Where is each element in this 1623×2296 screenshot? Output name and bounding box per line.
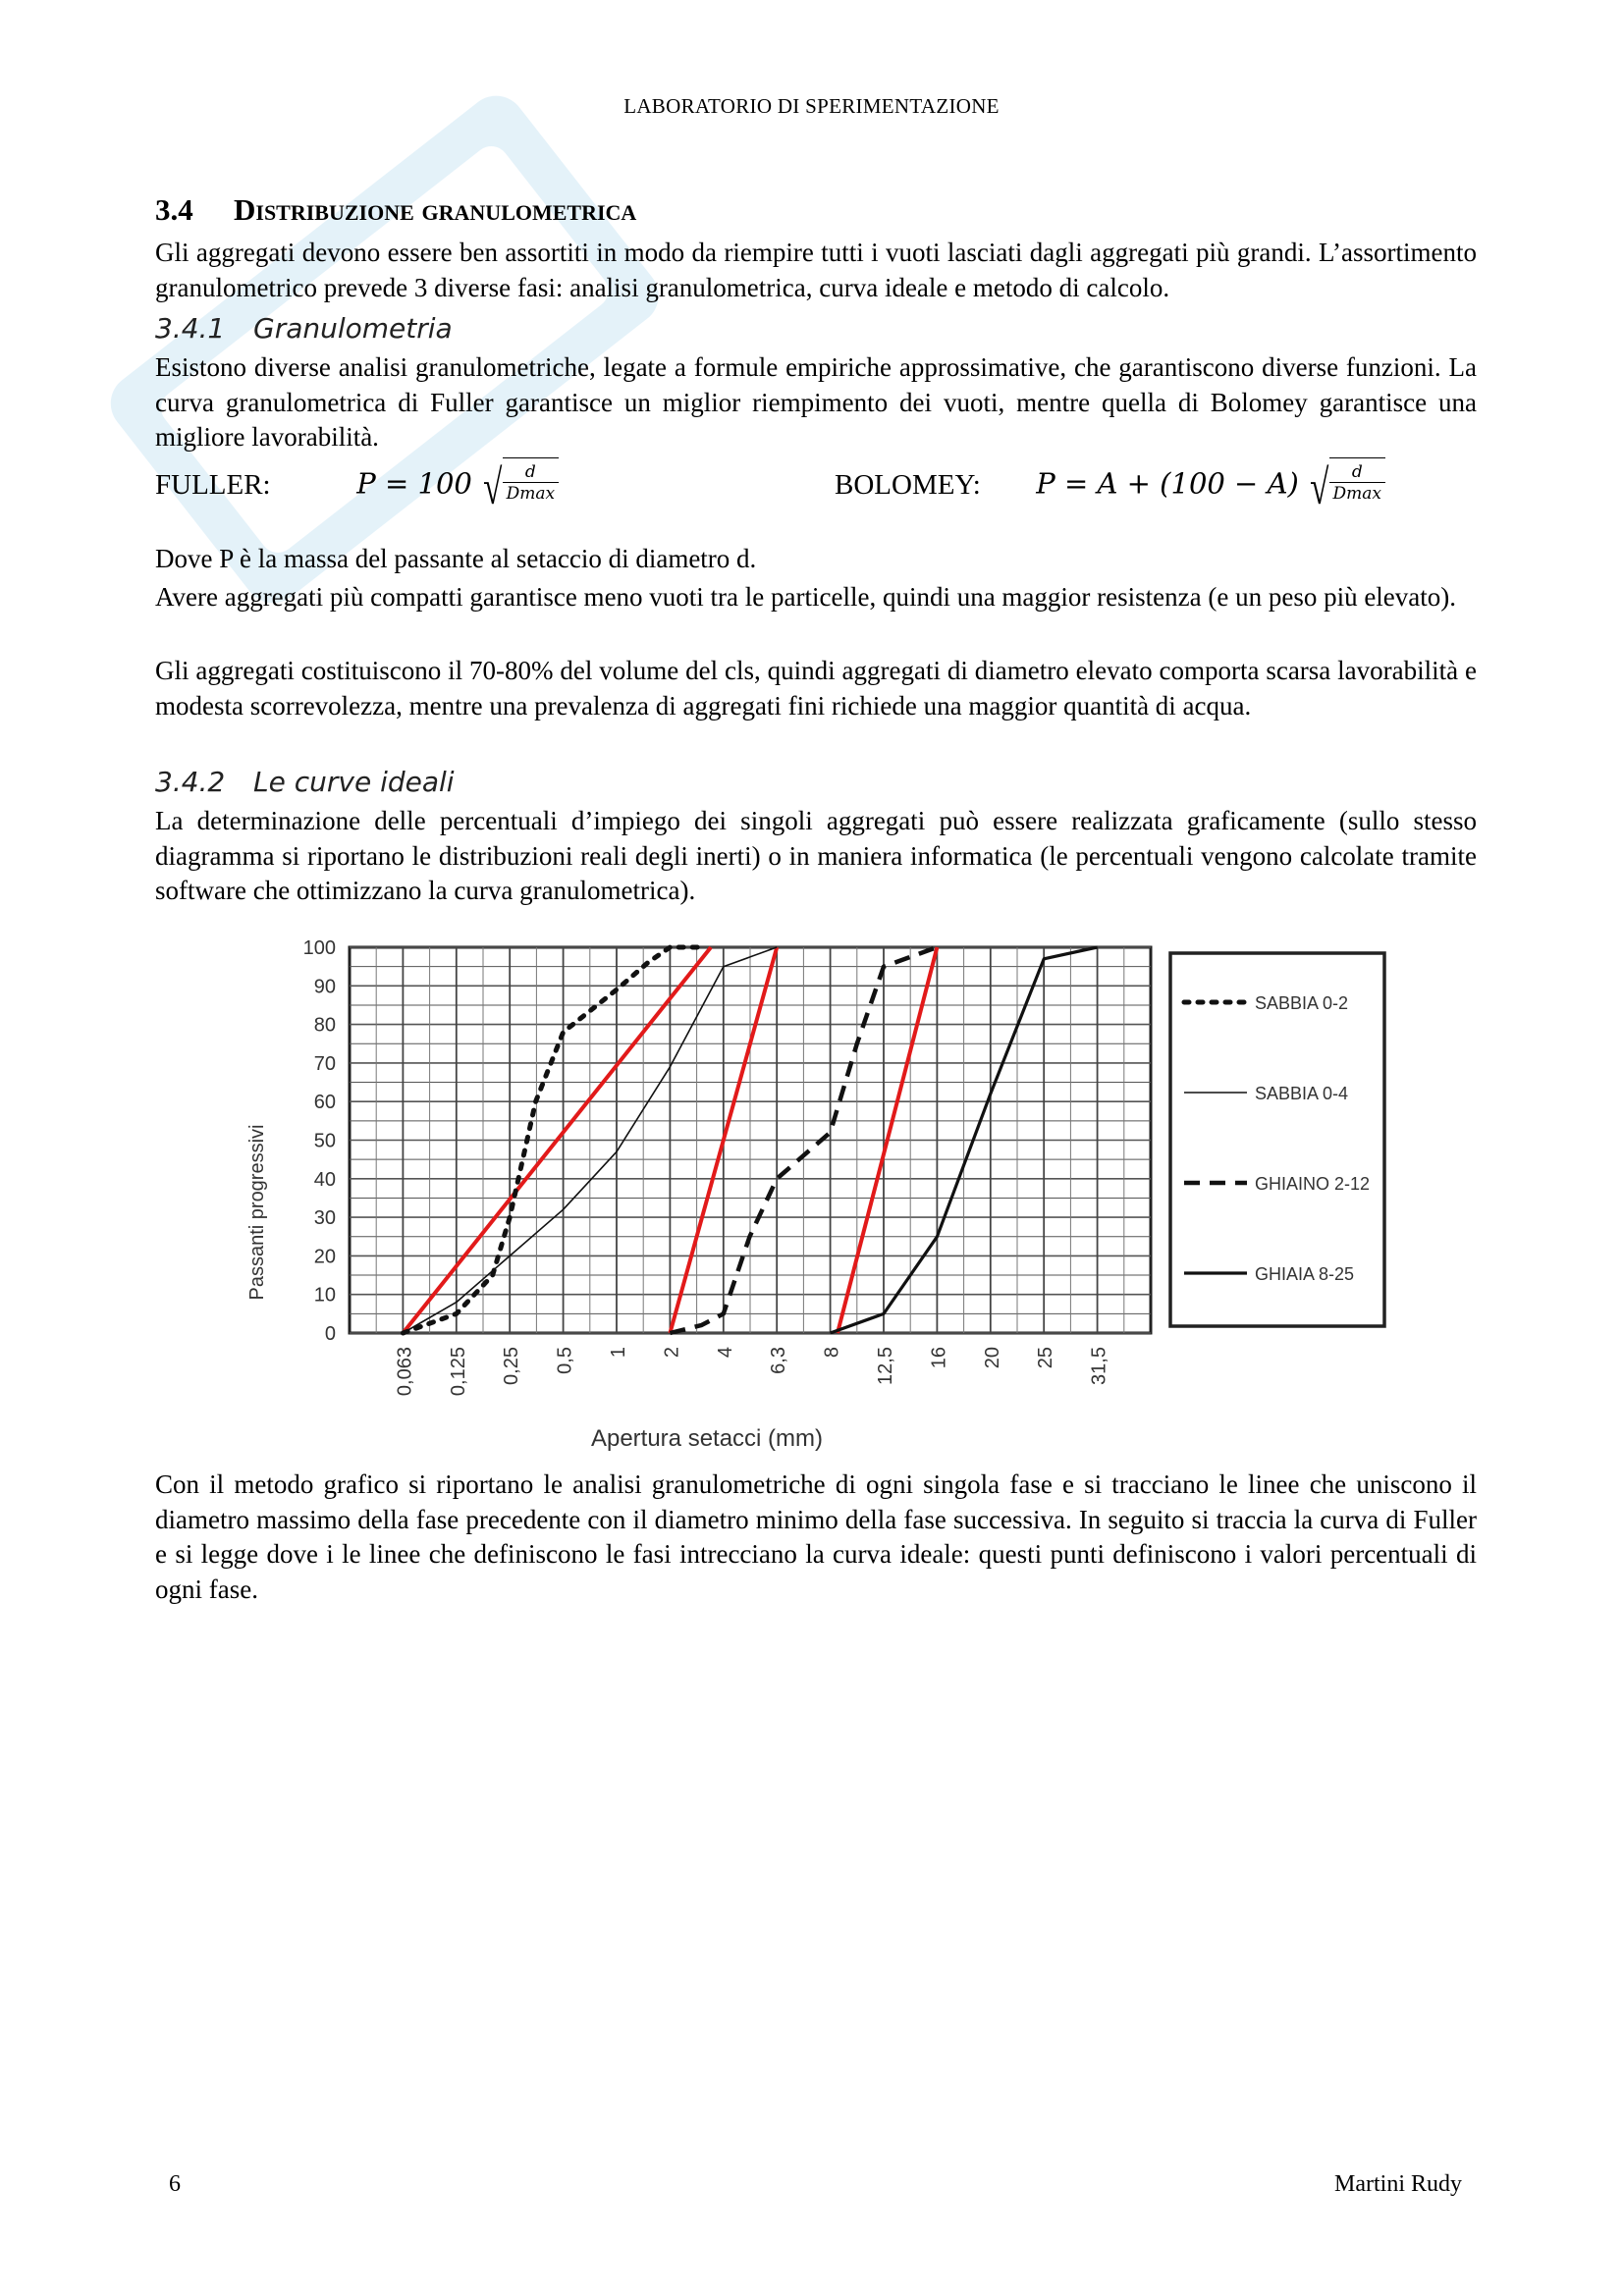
x-tick-label: 0,125 xyxy=(447,1347,469,1397)
chart-svg xyxy=(236,928,1414,1458)
fuller-label: FULLER: xyxy=(155,468,271,501)
legend-label: SABBIA 0-4 xyxy=(1255,1084,1349,1103)
x-tick-label: 4 xyxy=(714,1347,736,1359)
subsection-heading-granulometria xyxy=(155,312,453,345)
x-tick-label: 0,5 xyxy=(554,1347,576,1374)
x-tick-label: 12,5 xyxy=(875,1347,896,1385)
fuller-denominator: Dmax xyxy=(503,482,559,505)
x-tick-label: 6,3 xyxy=(768,1347,790,1374)
subsection-heading-curve-ideali xyxy=(155,766,455,798)
y-tick-label: 100 xyxy=(302,937,336,959)
x-tick-label: 25 xyxy=(1035,1347,1057,1369)
section-number: 3.4 xyxy=(155,192,193,227)
x-ticks xyxy=(394,1347,1109,1396)
y-tick-label: 30 xyxy=(313,1207,336,1230)
y-ticks xyxy=(303,937,336,1345)
page-header: LABORATORIO DI SPERIMENTAZIONE xyxy=(623,94,1000,118)
bolomey-formula xyxy=(835,457,1385,516)
y-tick-label: 10 xyxy=(313,1284,336,1307)
paragraph-metodo: Con il metodo grafico si riportano le analisi granulometriche di ogni singola fase e si tracciano le linee che uniscono il diametro massimo della fase precedente con il diametro minimo della fase successiva. In seguito si traccia la curva di Fuller e si legge dove i le linee che definiscono le fasi intrecciano la curva ideale: questi punti definiscono i valori percentuali di ogni fase. xyxy=(155,1469,1477,1604)
subsection-title: Granulometria xyxy=(253,312,453,345)
page-number: 6 xyxy=(169,2171,181,2197)
y-tick-label: 90 xyxy=(313,976,336,998)
y-tick-label: 60 xyxy=(313,1092,336,1114)
x-tick-label: 8 xyxy=(821,1347,843,1359)
subsection-number: 3.4.1 xyxy=(155,312,226,345)
y-tick-label: 70 xyxy=(313,1052,336,1075)
y-tick-label: 50 xyxy=(313,1130,336,1152)
paragraph-costituiscono: Gli aggregati costituiscono il 70-80% del volume del cls, quindi aggregati di diametro elevato comporta scarsa lavorabilità e modesta scorrevolezza, mentre una prevalenza di aggregati fini richiede una maggior quantità di acqua. xyxy=(155,656,1477,721)
section-heading xyxy=(155,192,636,228)
y-axis-label: Passanti progressivi xyxy=(246,1124,268,1301)
legend-label: SABBIA 0-2 xyxy=(1255,993,1349,1013)
legend-label: GHIAINO 2-12 xyxy=(1255,1174,1371,1194)
fuller-sqrt: √ $\frac{d}{Dmax}$ xyxy=(479,457,559,516)
x-tick-label: 1 xyxy=(608,1347,629,1359)
x-tick-label: 31,5 xyxy=(1088,1347,1110,1385)
fuller-lhs: P = 100 xyxy=(356,466,472,501)
paragraph-compatti: Avere aggregati più compatti garantisce meno vuoti tra le particelle, quindi una maggior resistenza (e un peso più elevato). xyxy=(155,582,1457,612)
x-tick-label: 2 xyxy=(661,1347,683,1359)
fuller-numerator: d xyxy=(524,462,536,482)
x-tick-label: 0,063 xyxy=(394,1347,416,1397)
bolomey-label: BOLOMEY: xyxy=(835,468,981,501)
granulometric-chart xyxy=(236,928,1414,1458)
y-tick-label: 80 xyxy=(313,1014,336,1037)
chart-grid xyxy=(350,947,1151,1333)
paragraph-determinazione: La determinazione delle percentuali d’impiego dei singoli aggregati può essere realizzata graficamente (sullo stesso diagramma si riportano le distribuzioni reali degli inerti) o in maniera informatica (le percentuali vengono calcolate tramite software che ottimizzano la curva granulometrica). xyxy=(155,806,1477,905)
footer-author: Martini Rudy xyxy=(1334,2171,1462,2197)
x-axis-label: Apertura setacci (mm) xyxy=(590,1425,824,1452)
paragraph-dove: Dove P è la massa del passante al setaccio di diametro d. xyxy=(155,544,757,573)
y-tick-label: 0 xyxy=(324,1323,336,1345)
fuller-formula xyxy=(155,457,559,516)
x-tick-label: 0,25 xyxy=(501,1347,523,1385)
y-tick-label: 40 xyxy=(313,1168,336,1191)
bolomey-lhs: P = A + (100 − A) xyxy=(1036,466,1299,501)
x-tick-label: 20 xyxy=(981,1347,1003,1369)
bolomey-denominator: Dmax xyxy=(1329,482,1385,505)
x-tick-label: 16 xyxy=(928,1347,950,1369)
bolomey-numerator: d xyxy=(1351,462,1363,482)
bolomey-sqrt: √ $\frac{d}{Dmax}$ xyxy=(1306,457,1385,516)
legend-label: GHIAIA 8-25 xyxy=(1255,1264,1355,1284)
y-tick-label: 20 xyxy=(313,1246,336,1268)
paragraph-granulometria: Esistono diverse analisi granulometriche, legate a formule empiriche approssimative, che garantiscono diverse funzioni. La curva granulometrica di Fuller garantisce un miglior riempimento dei vuoti, mentre quella di Bolomey garantisce una migliore lavorabilità. xyxy=(155,352,1477,452)
subsection-number: 3.4.2 xyxy=(155,766,226,798)
subsection-title: Le curve ideali xyxy=(253,766,455,798)
chart-legend xyxy=(1170,953,1384,1326)
section-title: Distribuzione granulometrica xyxy=(234,192,637,227)
paragraph-intro: Gli aggregati devono essere ben assortiti in modo da riempire tutti i vuoti lasciati dagli aggregati più grandi. L’assortimento granulometrico prevede 3 diverse fasi: analisi granulometrica, curva ideale e metodo di calcolo. xyxy=(155,238,1477,302)
